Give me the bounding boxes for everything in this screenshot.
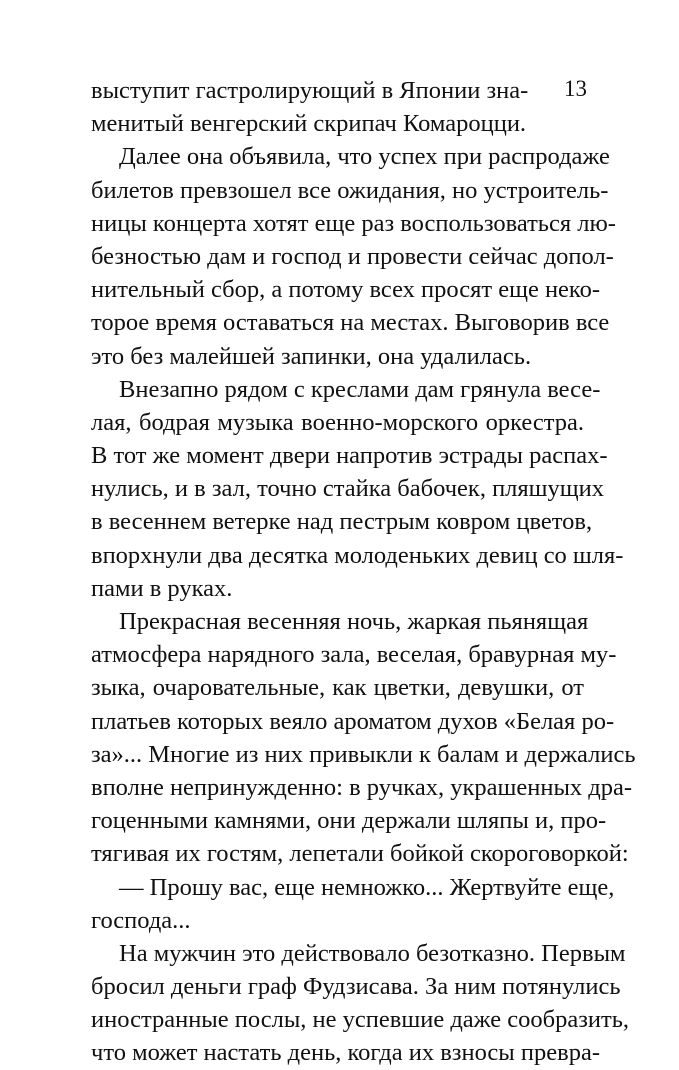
text-line: пами в руках. [91, 574, 233, 602]
text-line: платьев которых веяло ароматом духов «Белая ро- [91, 707, 615, 735]
text-line: вполне непринужденно: в ручках, украшенных дра- [91, 773, 633, 801]
text-line: Внезапно рядом с креслами дам грянула весе- [119, 375, 601, 403]
text-line: впорхнули два десятка молоденьких девиц со шля- [91, 541, 624, 569]
text-line: В тот же момент двери напротив эстрады распах- [91, 442, 608, 470]
text-line: тягивая их гостям, лепетали бойкой скороговоркой: [91, 840, 629, 868]
text-line: торое время оставаться на местах. Выговорив все [91, 309, 610, 337]
page-number: 13 [564, 76, 587, 101]
text-line: зыка, очаровательные, как цветки, девушки, от [91, 674, 584, 702]
text-line: На мужчин это действовало безотказно. Первым [119, 939, 626, 967]
text-line: билетов превзошел все ожидания, но устроитель- [91, 176, 609, 204]
text-line: гоценными камнями, они держали шляпы и, про- [91, 807, 607, 835]
text-line: это без малейшей запинки, она удалилась. [91, 342, 532, 370]
text-line: менитый венгерский скрипач Комароцци. [91, 110, 527, 138]
text-line: что может настать день, когда их взносы превра- [91, 1039, 600, 1067]
text-line: — Прошу вас, еще немножко... Жертвуйте еще, [119, 873, 615, 901]
text-line: безностью дам и господ и провести сейчас допол- [91, 242, 614, 270]
text-line: иностранные послы, не успевшие даже сообразить, [91, 1006, 630, 1034]
text-line: выступит гастролирующий в Японии зна- [91, 77, 529, 104]
text-line: нительный сбор, а потому всех просят еще неко- [91, 276, 600, 304]
text-line: за»... Многие из них привыкли к балам и держались [91, 740, 636, 768]
text-line: господа... [91, 906, 191, 934]
text-line: бросил деньги граф Фудзисава. За ним потянулись [91, 973, 621, 1001]
text-line: нулись, и в зал, точно стайка бабочек, пляшущих [91, 475, 605, 503]
text-line: в весеннем ветерке над пестрым ковром цветов, [91, 508, 593, 536]
text-line: ницы концерта хотят еще раз воспользоваться лю- [91, 209, 616, 237]
text-line: Далее она объявила, что успех при распродаже [119, 143, 610, 171]
body-text [91, 74, 636, 1070]
text-line: Прекрасная весенняя ночь, жаркая пьянящая [119, 608, 589, 635]
text-line: атмосфера нарядного зала, веселая, бравурная му- [91, 641, 617, 669]
text-line: лая, бодрая музыка военно-морского оркестра. [91, 408, 584, 436]
